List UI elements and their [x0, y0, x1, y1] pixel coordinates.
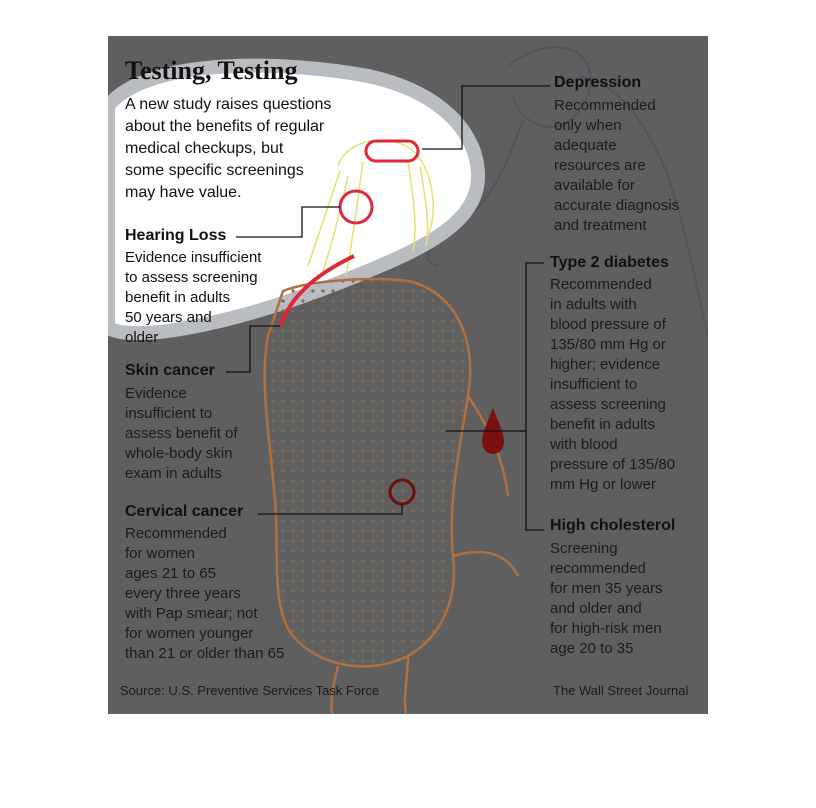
high-cholesterol-text: Screening recommended for men 35 years and older and for high-risk men age 20 to 35: [550, 540, 663, 657]
intro-text: A new study raises questions about the benefits of regular medical checkups, but some specific screenings may have value.: [125, 96, 332, 201]
hearing-loss-heading: Hearing Loss: [125, 227, 227, 244]
high-cholesterol-heading: High cholesterol: [550, 517, 676, 534]
skin-cancer-heading: Skin cancer: [125, 362, 215, 379]
depression-text: Recommended only when adequate resources are available for accurate diagnosis and treatment: [554, 97, 680, 234]
infographic-title: Testing, Testing: [125, 56, 298, 85]
hearing-loss-text: Evidence insufficient to assess screening benefit in adults 50 years and older: [125, 249, 262, 346]
skin-cancer-text: Evidence insufficient to assess benefit of whole-body skin exam in adults: [125, 385, 238, 482]
depression-heading: Depression: [554, 74, 642, 91]
cervical-cancer-text: Recommended for women ages 21 to 65 every three years with Pap smear; not for women younger than 21 or older than 65: [125, 525, 285, 662]
type2-diabetes-heading: Type 2 diabetes: [550, 254, 669, 271]
infographic-panel: [108, 36, 708, 714]
cervical-cancer-heading: Cervical cancer: [125, 503, 244, 520]
publisher-credit: The Wall Street Journal: [553, 683, 689, 698]
type2-diabetes-text: Recommended in adults with blood pressure of 135/80 mm Hg or higher; evidence insufficient to assess screening benefit in adults with blood pressure of 135/80 mm Hg or lower: [550, 276, 676, 493]
source-note: Source: U.S. Preventive Services Task Force: [120, 683, 380, 698]
